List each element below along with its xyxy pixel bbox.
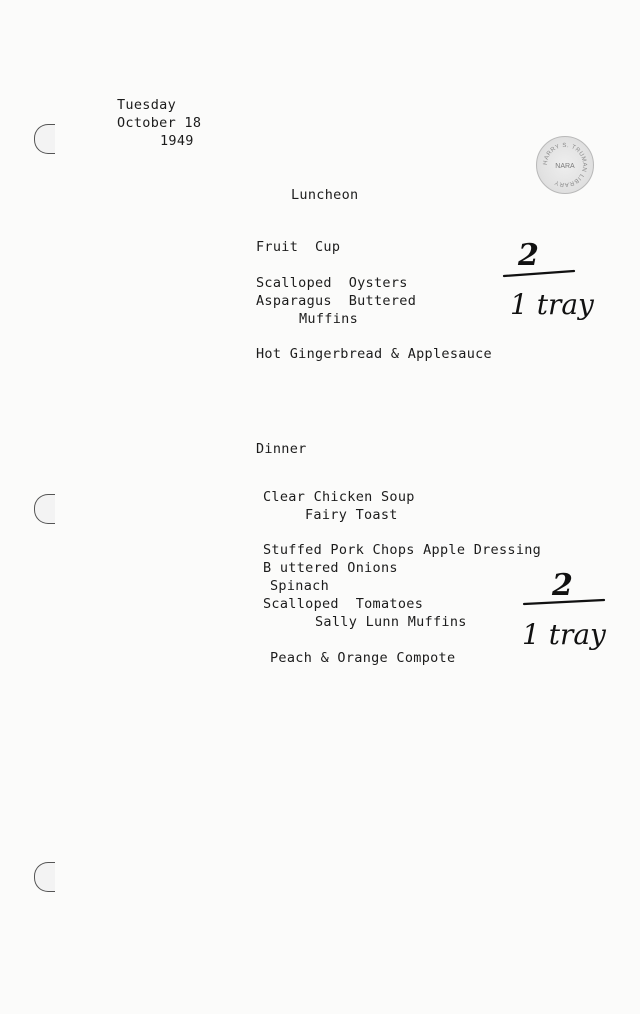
luncheon-item: Scalloped Oysters [256, 275, 408, 291]
dinner-item: Clear Chicken Soup [263, 489, 415, 505]
dinner-item: Fairy Toast [305, 507, 398, 523]
dinner-item: Scalloped Tomatoes [263, 596, 424, 612]
punch-hole-bottom [34, 862, 55, 892]
dinner-handwritten-count: 2 [552, 568, 573, 603]
archive-stamp-graphic [537, 137, 593, 193]
luncheon-item: Fruit Cup [256, 239, 341, 255]
punch-hole-middle [34, 494, 55, 524]
dinner-item: Spinach [270, 578, 329, 594]
punch-hole-top [34, 124, 55, 154]
luncheon-item: Muffins [299, 311, 358, 327]
archive-stamp [536, 136, 594, 194]
dinner-handwritten-tray: 1 tray [522, 618, 606, 651]
date-year: 1949 [160, 133, 194, 149]
date-month-day: October 18 [117, 115, 202, 131]
svg-text:NARA: NARA [555, 163, 575, 170]
svg-text:HARRY S. TRUMAN LIBRARY: HARRY S. TRUMAN LIBRARY [542, 142, 588, 188]
luncheon-handwritten-fraction-line [500, 268, 580, 280]
dinner-handwritten-fraction-line [520, 596, 610, 608]
luncheon-heading: Luncheon [291, 187, 359, 203]
dinner-item: Stuffed Pork Chops Apple Dressing [263, 542, 542, 558]
luncheon-item: Hot Gingerbread & Applesauce [256, 346, 492, 362]
date-day: Tuesday [117, 97, 176, 113]
dinner-item: B uttered Onions [263, 560, 398, 576]
dinner-item: Peach & Orange Compote [270, 650, 456, 666]
dinner-heading: Dinner [256, 441, 307, 457]
luncheon-handwritten-tray: 1 tray [510, 288, 594, 321]
dinner-item: Sally Lunn Muffins [315, 614, 467, 630]
luncheon-item: Asparagus Buttered [256, 293, 417, 309]
luncheon-handwritten-count: 2 [518, 238, 539, 273]
